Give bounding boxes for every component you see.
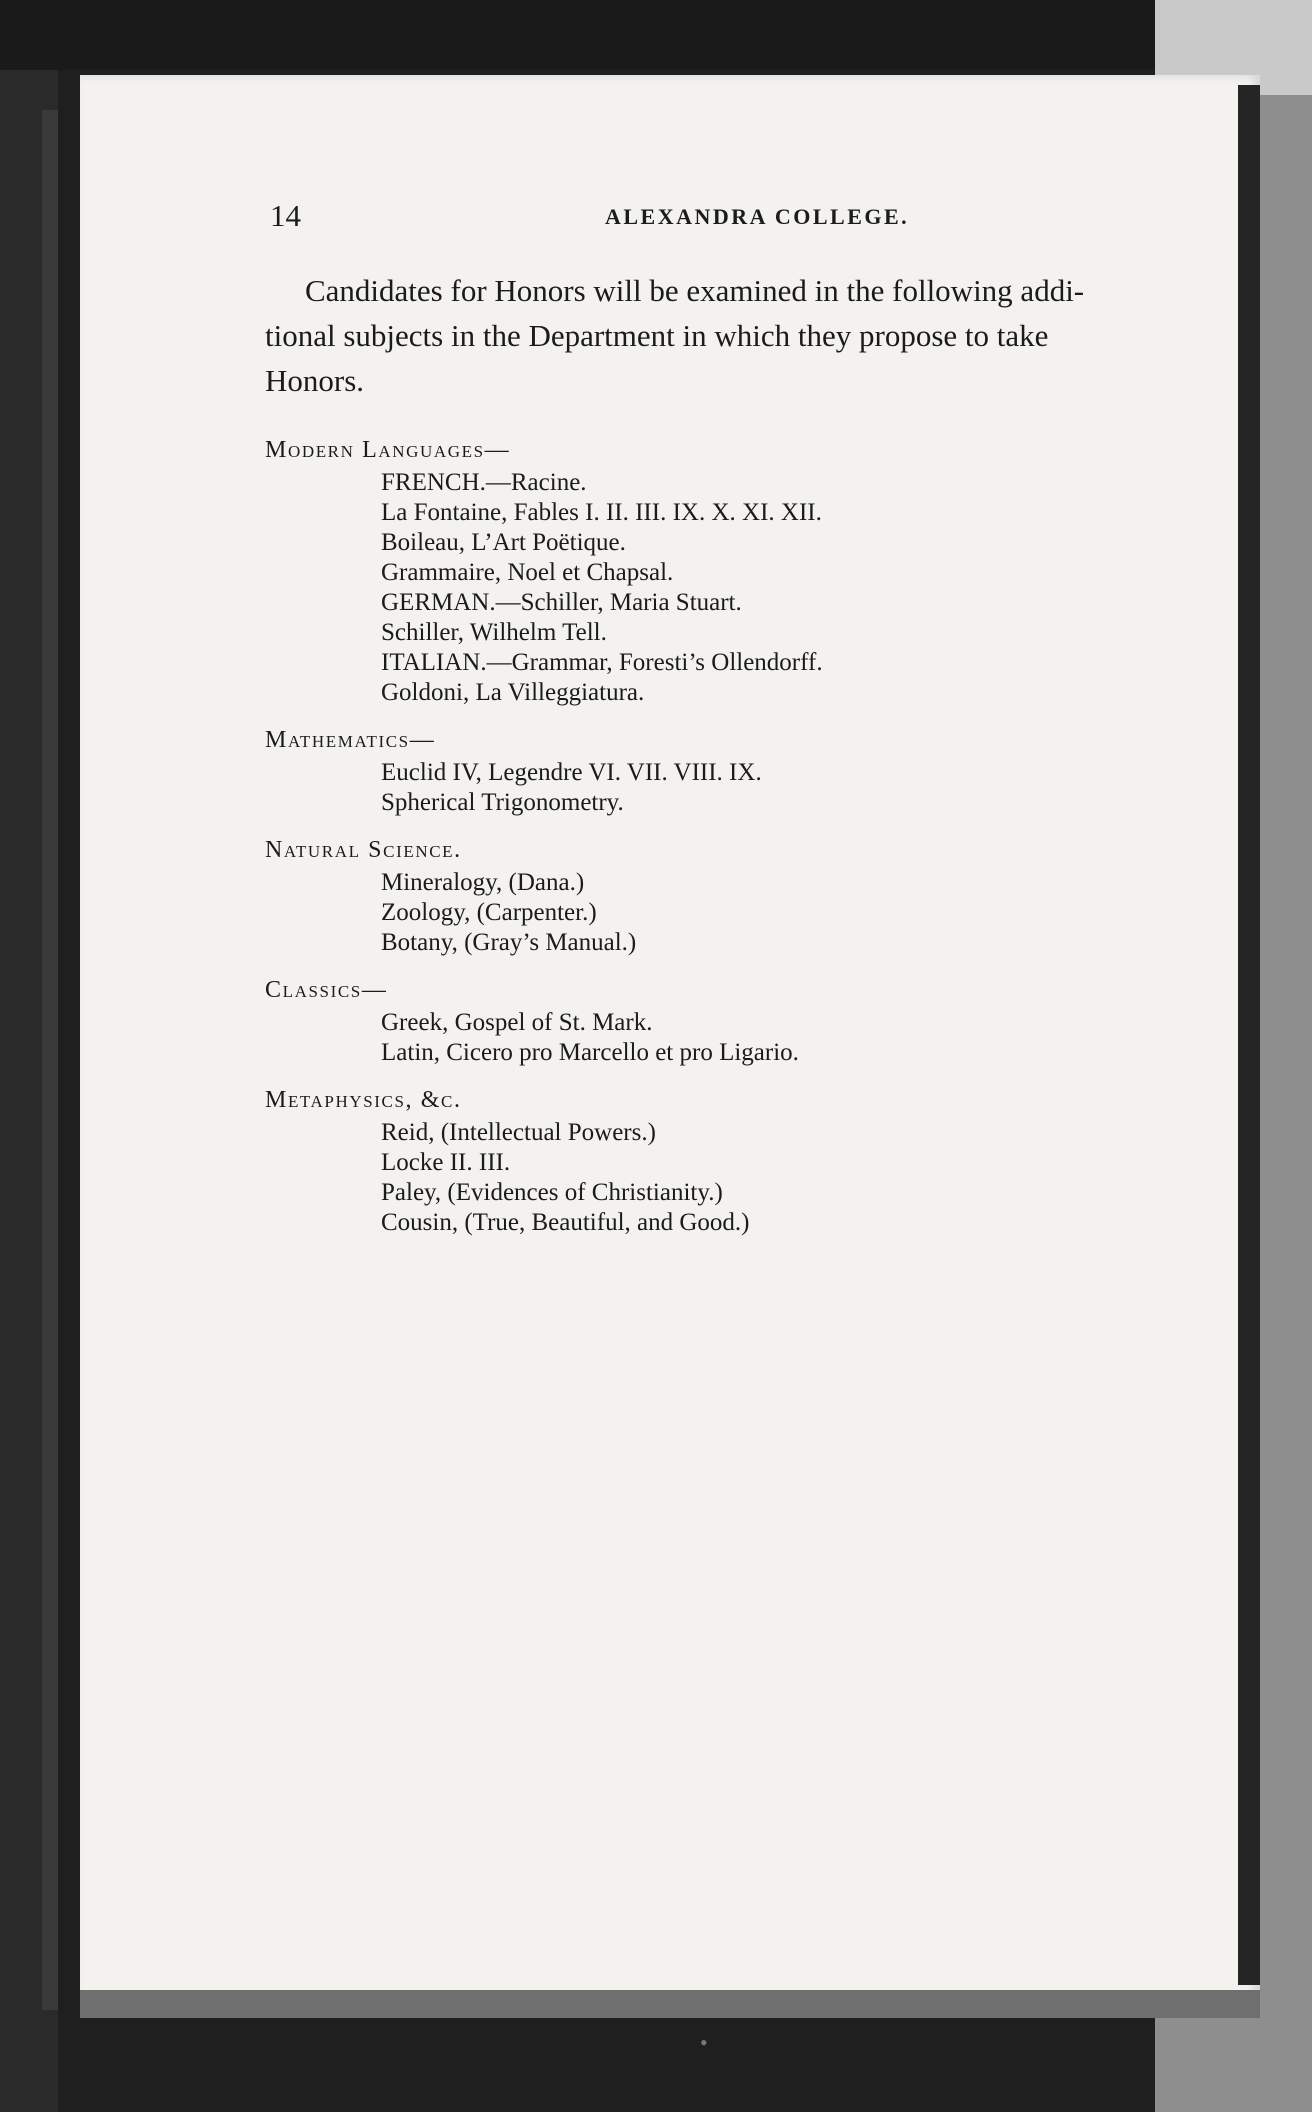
section-heading: Metaphysics, &c. (265, 1087, 462, 1113)
subject-item: Euclid IV, Legendre VI. VII. VIII. IX. (381, 759, 762, 786)
intro-line: Candidates for Honors will be examined in the following addi- (305, 273, 1085, 308)
subject-item: FRENCH.—Racine. (381, 469, 587, 496)
page-bottom-edge (80, 1990, 1260, 2018)
subject-item: Greek, Gospel of St. Mark. (381, 1009, 653, 1036)
subject-item: Spherical Trigonometry. (381, 789, 624, 816)
subject-item: Cousin, (True, Beautiful, and Good.) (381, 1209, 750, 1236)
honors-subject-list (265, 432, 1165, 1252)
section-natural-science (265, 832, 1165, 958)
section-mathematics (265, 722, 1165, 818)
scan-backdrop-top (0, 0, 1312, 70)
subject-item: Latin, Cicero pro Marcello et pro Ligario. (381, 1039, 799, 1066)
subject-item: Reid, (Intellectual Powers.) (381, 1119, 656, 1146)
scan-backdrop-binding (42, 110, 58, 2010)
subject-item: Goldoni, La Villeggiatura. (381, 679, 645, 706)
page-number: 14 (270, 198, 301, 233)
intro-paragraph (265, 268, 1295, 403)
running-head: ALEXANDRA COLLEGE. (605, 204, 910, 229)
subject-item: ITALIAN.—Grammar, Foresti’s Ollendorff. (381, 649, 823, 676)
section-heading: Natural Science. (265, 837, 462, 863)
section-heading: Modern Languages— (265, 437, 511, 463)
section-classics (265, 972, 1165, 1068)
section-metaphysics (265, 1082, 1165, 1238)
page-header (270, 198, 1230, 238)
section-heading: Mathematics— (265, 727, 436, 753)
subject-item: La Fontaine, Fables I. II. III. IX. X. XI. XII. (381, 499, 822, 526)
subject-item: Botany, (Gray’s Manual.) (381, 929, 637, 956)
subject-item: Grammaire, Noel et Chapsal. (381, 559, 674, 586)
intro-line: Honors. (265, 363, 365, 398)
subject-item: Schiller, Wilhelm Tell. (381, 619, 607, 646)
section-heading: Classics— (265, 977, 388, 1003)
subject-item: Locke II. III. (381, 1149, 511, 1176)
section-modern-languages (265, 432, 1165, 708)
scan-speck: • (700, 2030, 708, 2055)
subject-item: Paley, (Evidences of Christianity.) (381, 1179, 723, 1206)
subject-item: Mineralogy, (Dana.) (381, 869, 585, 896)
subject-item: Boileau, L’Art Poëtique. (381, 529, 626, 556)
subject-item: GERMAN.—Schiller, Maria Stuart. (381, 589, 742, 616)
intro-line: tional subjects in the Department in which they propose to take (265, 318, 1049, 353)
subject-item: Zoology, (Carpenter.) (381, 899, 597, 926)
